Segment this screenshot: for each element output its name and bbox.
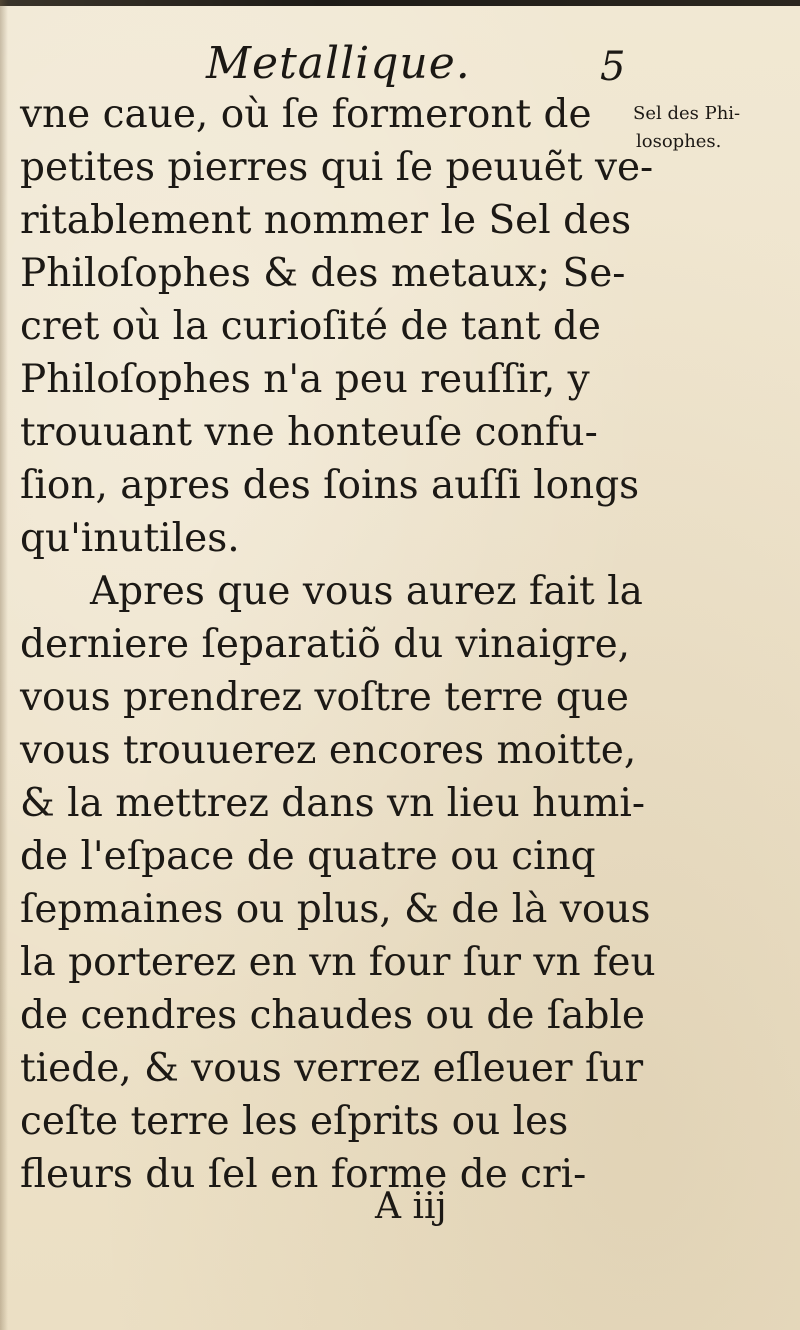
text-line: tiede, & vous verrez eſleuer ſur — [20, 1046, 644, 1091]
text-line: de l'eſpace de quatre ou cinq — [20, 834, 596, 879]
text-line: ceſte terre les eſprits ou les — [20, 1099, 569, 1144]
text-line: vne caue, où ſe formeront de — [20, 92, 592, 137]
page-top-edge — [0, 0, 800, 6]
text-line: petites pierres qui ſe peuuẽt ve- — [20, 145, 654, 190]
text-line: ſepmaines ou plus, & de là vous — [20, 887, 651, 932]
marginal-note-line: Sel des Phi- — [633, 103, 741, 124]
text-line: Philoſophes n'a peu reuſſir, y — [20, 357, 590, 402]
body-text — [20, 88, 656, 1201]
text-line: trouuant vne honteuſe confu- — [20, 410, 598, 455]
text-line: derniere ſeparatiõ du vinaigre, — [20, 622, 631, 667]
text-line: qu'inutiles. — [20, 516, 240, 561]
page-number: 5 — [600, 44, 626, 90]
text-line: ſion, apres des ſoins auſſi longs — [20, 463, 640, 508]
gutter-shadow — [0, 0, 8, 1330]
text-line: cret où la curioſité de tant de — [20, 304, 601, 349]
text-line: ritablement nommer le Sel des — [20, 198, 632, 243]
text-line: & la mettrez dans vn lieu humi- — [20, 781, 646, 826]
marginal-note — [633, 100, 793, 156]
running-head: Metallique. — [206, 38, 471, 89]
text-line: vous trouuerez encores moitte, — [20, 728, 637, 773]
text-line: de cendres chaudes ou de ſable — [20, 993, 646, 1038]
text-line: vous prendrez voſtre terre que — [20, 675, 629, 720]
text-line: fleurs du ſel en forme de cri- — [20, 1152, 587, 1197]
paragraph-first-line: Apres que vous aurez fait la — [90, 569, 643, 614]
text-line: Philoſophes & des metaux; Se- — [20, 251, 626, 296]
marginal-note-line: losophes. — [636, 131, 722, 152]
text-line: la porterez en vn four ſur vn feu — [20, 940, 656, 985]
signature-mark: A iij — [375, 1186, 447, 1227]
